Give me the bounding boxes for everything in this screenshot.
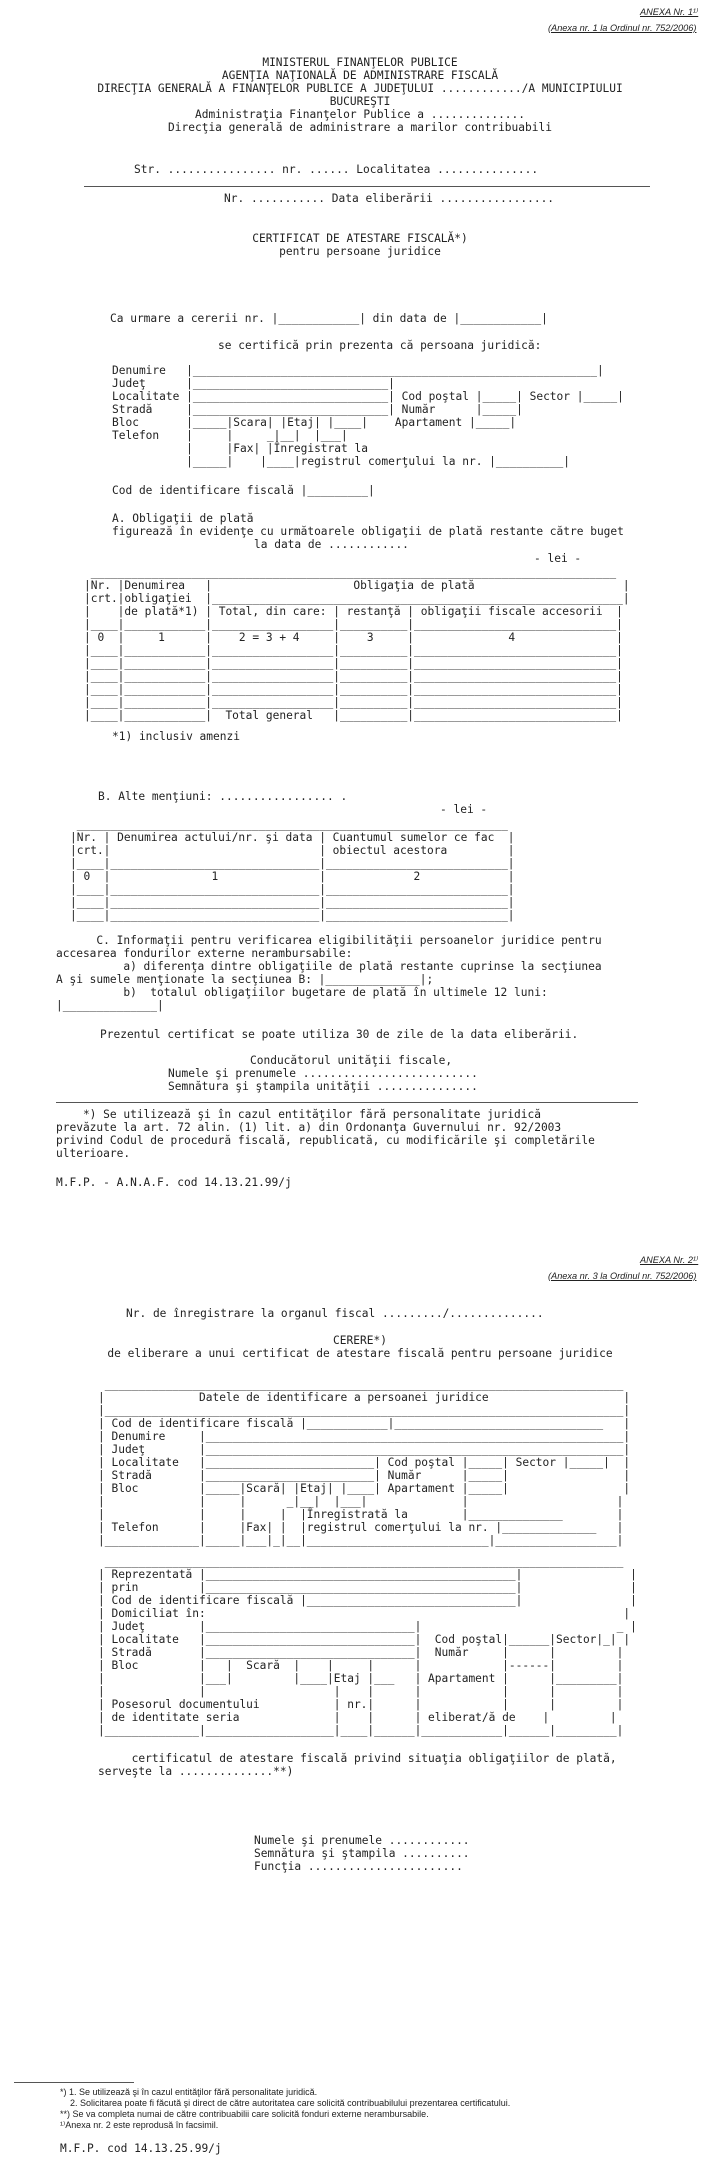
table-row: | Judeţ |______________________________________________________________| [98, 1443, 631, 1456]
identity-row: Stradă |_____________________________| Număr |_____| [112, 403, 523, 416]
table-row: | Telefon | |Fax| | |registrul comerţului la nr. |______________ | [98, 1521, 624, 1534]
validity-statement: Prezentul certificat se poate utiliza 30 de zile de la data eliberării. [100, 1028, 579, 1041]
section-c-line: A şi sumele menţionate la secţiunea B: |______________|; [56, 973, 434, 986]
anexa2-footnote: ¹⁾Anexa nr. 2 este reprodusă în facsimil. [60, 2120, 219, 2130]
footnote-divider [56, 1102, 638, 1103]
table-row: |____|____________|__________________|__________|______________________________| [84, 618, 623, 631]
identity-row: Bloc |_____|Scara| |Etaj| |____| Apartament |_____| [112, 416, 517, 429]
identity-row: | |Fax| |Înregistrat la [112, 442, 368, 455]
table-row: | Localitate |_______________________________| Cod poştal|______|Sector|_| | [98, 1633, 631, 1646]
table-row: |____|____________|__________________|__________|______________________________| [84, 696, 623, 709]
request-subtitle: de eliberare a unui certificat de atestare fiscală pentru persoane juridice [107, 1347, 613, 1360]
signature-name-line: Numele şi prenumele .......................... [168, 1067, 478, 1080]
table-row: |____|____________|__________________|__________|______________________________| [84, 657, 623, 670]
table-row: |____|_______________________________|___________________________| [70, 909, 515, 922]
anexa2-footnote-divider [14, 2082, 134, 2083]
certificate-title: CERTIFICAT DE ATESTARE FISCALĂ*) [252, 232, 468, 245]
anexa2-footnote: 2. Solicitarea poate fi făcută şi direct de către autoritatea care solicită contribuabilului prezentarea certificatului. [60, 2098, 511, 2108]
footnote-line: *) Se utilizează şi în cazul entităţilor fără personalitate juridică [56, 1108, 541, 1121]
certify-statement: se certifică prin prezenta că persoana juridică: [218, 339, 542, 352]
section-c-line: b) totalul obligaţiilor bugetare de plată în ultimele 12 luni: [56, 986, 548, 999]
table-row: | |___| |____|Etaj |___ | Apartament | |_________| [98, 1672, 624, 1685]
table-row: | Posesorul documentului | nr.| | | | | [98, 1698, 624, 1711]
table-row: |_____________________________________________________________________________| [98, 1404, 631, 1417]
anexa2-header-reference: (Anexa nr. 3 la Ordinul nr. 752/2006) [548, 1271, 697, 1281]
anexa2-footnote: **) Se va completa numai de către contribuabilii care solicită fonduri externe nerambursabile. [60, 2109, 429, 2119]
section-c-line: C. Informaţii pentru verificarea eligibilităţii persoanelor juridice pentru [56, 934, 602, 947]
anexa2-header-number: ANEXA Nr. 2¹⁾ [640, 1255, 699, 1265]
table-row: | Stradă |_______________________________| Număr | | | [98, 1646, 624, 1659]
applicant-position-line: Funcţia ....................... [254, 1860, 463, 1873]
fiscal-id-line: Cod de identificare fiscală |_________| [112, 484, 375, 497]
section-c-line: |______________| [56, 999, 164, 1012]
table-row: |____|____________|__________________|__________|______________________________| [84, 644, 623, 657]
signature-title: Conducătorul unităţii fiscale, [250, 1054, 453, 1067]
big-taxpayers-directorate: Direcţia generală de administrare a marilor contribuabili [168, 121, 552, 134]
table-row: | Domiciliat în: | [98, 1607, 631, 1620]
footnote-line: prevăzute la art. 72 alin. (1) lit. a) din Ordonanţa Guvernului nr. 92/2003 [56, 1121, 562, 1134]
anexa1-header-reference: (Anexa nr. 1 la Ordinul nr. 752/2006) [548, 23, 697, 33]
section-a-description: figurează în evidenţe cu următoarele obligaţii de plată restante către buget [112, 525, 624, 538]
table-row: ______________________________________________________________________________ [84, 566, 617, 579]
table-row: | Bloc | | Scară | | | | |------| | [98, 1659, 624, 1672]
section-c-line: accesarea fondurilor externe nerambursabile: [56, 947, 353, 960]
registration-number-line: Nr. de înregistrare la organul fiscal ........./.............. [126, 1307, 544, 1320]
table-row: | Judeţ |_______________________________| _ | [98, 1620, 637, 1633]
table-row: |____|____________| Total general |__________|______________________________| [84, 709, 623, 722]
table-row: | | | | | | | | [98, 1685, 624, 1698]
fines-note: *1) inclusiv amenzi [112, 730, 240, 743]
section-c-line: a) diferenţa dintre obligaţiile de plată restante cuprinse la secţiunea [56, 960, 602, 973]
section-a-date: la data de ............ [254, 538, 409, 551]
directorate-line-2: BUCUREŞTI [329, 95, 391, 108]
table-row: | |de plată*1) | Total, din care: | restanţă | obligaţii fiscale accesorii | [84, 605, 623, 618]
table-row: | Cod de identificare fiscală |____________|_______________________________ | [98, 1417, 631, 1430]
footnote-line: privind Codul de procedură fiscală, republicată, cu modificările şi completările [56, 1134, 595, 1147]
anexa1-form-code: M.F.P. - A.N.A.F. cod 14.13.21.99/j [56, 1176, 292, 1189]
directorate-line-1: DIRECŢIA GENERALĂ A FINANŢELOR PUBLICE A JUDEŢULUI ............/A MUNICIPIULUI [97, 82, 623, 95]
table-row: | Reprezentată |______________________________________________| | [98, 1568, 637, 1581]
request-reference-line: Ca urmare a cererii nr. |____________| din data de |____________| [110, 312, 548, 325]
footnote-line: ulterioare. [56, 1147, 131, 1160]
table-row: |____|____________|__________________|__________|______________________________| [84, 670, 623, 683]
table-row: |____|____________|__________________|__________|______________________________| [84, 683, 623, 696]
anexa1-header-number: ANEXA Nr. 1¹⁾ [640, 7, 699, 17]
table-row: | 0 | 1 | 2 | [70, 870, 515, 883]
identity-row: Telefon | | _|__| |___| [112, 429, 348, 442]
table-row: | prin |______________________________________________| | [98, 1581, 637, 1594]
table-row: | | | _|__| |___| | | [98, 1495, 624, 1508]
table-row: |Nr. | Denumirea actului/nr. şi data | Cuantumul sumelor ce fac | [70, 831, 515, 844]
purpose-line-1: certificatul de atestare fiscală privind situaţia obligaţiilor de plată, [98, 1752, 617, 1765]
table-row: |____|_______________________________|___________________________| [70, 896, 515, 909]
purpose-line-2: serveşte la ..............**) [98, 1765, 294, 1778]
identity-row: |_____| |____|registrul comerţului la nr. |__________| [112, 455, 571, 468]
table-row: |crt.| | obiectul acestora | [70, 844, 515, 857]
certificate-subtitle: pentru persoane juridice [279, 245, 441, 258]
table-row: |Nr. |Denumirea | Obligaţia de plată | [84, 579, 630, 592]
applicant-name-line: Numele şi prenumele ............ [254, 1834, 470, 1847]
table-row: | Datele de identificare a persoanei juridice | [98, 1391, 631, 1404]
table-row: | Cod de identificare fiscală |_______________________________| | [98, 1594, 637, 1607]
section-b-currency: - lei - [440, 803, 488, 816]
table-row: | Bloc |_____|Scară| |Etaj| |____| Apartament |_____| | [98, 1482, 631, 1495]
identity-row: Judeţ |_____________________________| [112, 377, 395, 390]
anexa2-form-code: M.F.P. cod 14.13.25.99/j [60, 2142, 222, 2155]
table-row: |____|_______________________________|___________________________| [70, 883, 515, 896]
table-row: |____|_______________________________|___________________________| [70, 857, 515, 870]
table-row: |crt.|obligaţiei |_____________________________________________________________| [84, 592, 630, 605]
address-line: Str. ................ nr. ...... Localitatea ............... [134, 163, 539, 176]
header-divider [84, 186, 650, 187]
anexa2-footnote: *) 1. Se utilizează şi în cazul entităţilor fără personalitate juridică. [60, 2087, 318, 2097]
table-row: _____________________________________________________________________________ [98, 1378, 624, 1391]
table-row: |______________|_____|___|_|__|___________________________|__________________| [98, 1534, 624, 1547]
section-b-heading: B. Alte menţiuni: ................. . [98, 790, 348, 803]
identity-row: Localitate |_____________________________| Cod poştal |_____| Sector |_____| [112, 390, 624, 403]
applicant-stamp-line: Semnătura şi ştampila .......... [254, 1847, 470, 1860]
table-row: | Denumire |______________________________________________________________| [98, 1430, 631, 1443]
section-a-currency: - lei - [534, 552, 582, 565]
section-a-heading: A. Obligaţii de plată [112, 512, 254, 525]
ministry-name: MINISTERUL FINANŢELOR PUBLICE [262, 56, 458, 69]
table-row: |______________|___________________|____|______|____________|______|_________| [98, 1724, 624, 1737]
request-title: CERERE*) [333, 1334, 387, 1347]
table-row: _____________________________________________________________________________ [98, 1555, 624, 1568]
table-row: | | | | |Înregistrată la |______________ | [98, 1508, 624, 1521]
table-row: | Stradă |_________________________| Număr |_____| | [98, 1469, 631, 1482]
identity-row: Denumire |____________________________________________________________| [112, 364, 604, 377]
table-row: | de identitate seria | | | eliberat/ă de | | [98, 1711, 617, 1724]
table-row: ________________________________________________________________ [70, 818, 508, 831]
table-row: | Localitate |_________________________| Cod poştal |_____| Sector |_____| | [98, 1456, 631, 1469]
administration-name: Administraţia Finanţelor Publice a .............. [194, 108, 526, 121]
agency-name: AGENŢIA NAŢIONALĂ DE ADMINISTRARE FISCALĂ [221, 69, 499, 82]
number-date-line: Nr. ........... Data eliberării ................. [224, 192, 555, 205]
table-row: | 0 | 1 | 2 = 3 + 4 | 3 | 4 | [84, 631, 623, 644]
signature-stamp-line: Semnătura şi ştampila unităţii ............... [168, 1080, 478, 1093]
